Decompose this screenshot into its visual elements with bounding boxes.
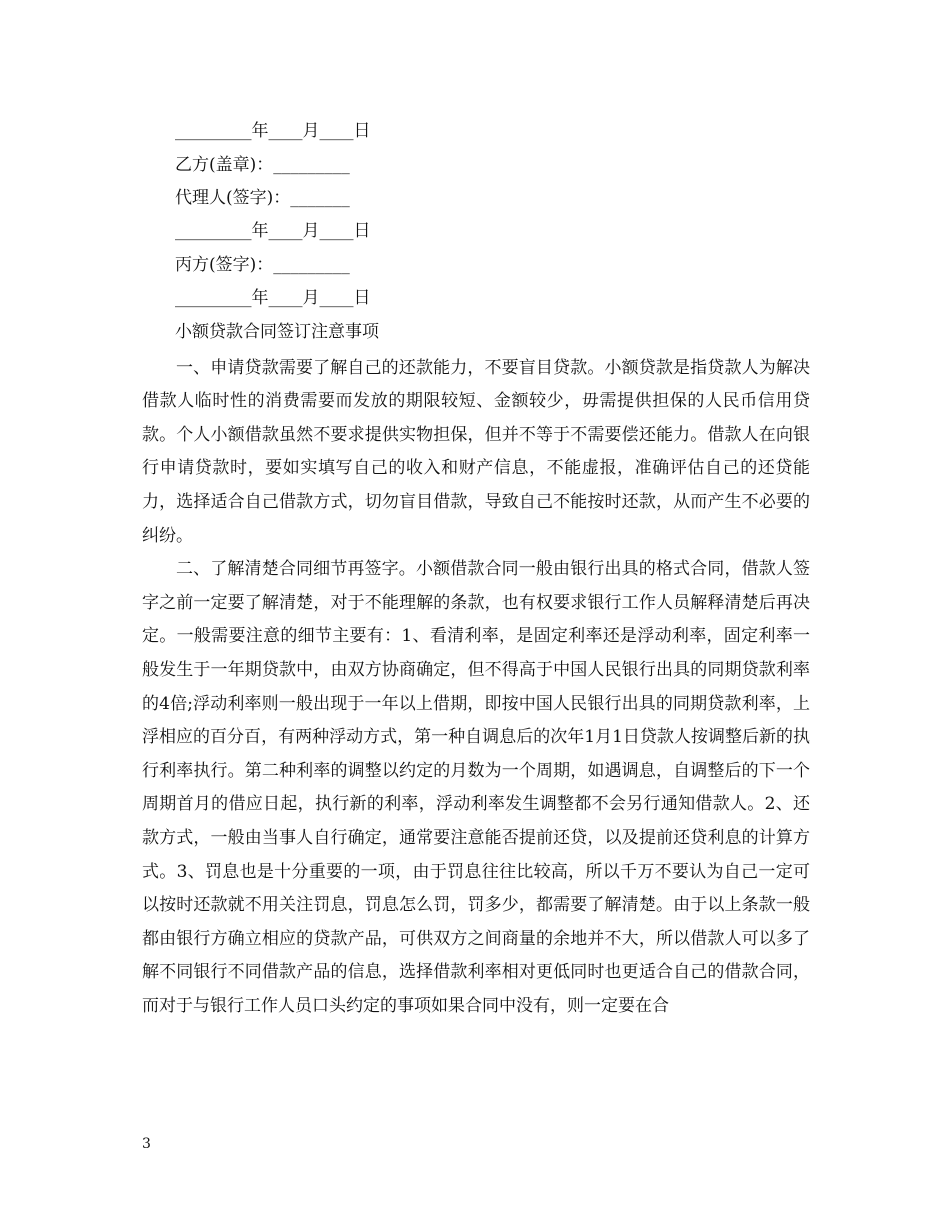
agent-signature-line: 代理人(签字)：_______ — [175, 188, 350, 208]
party-c-signature-line: 丙方(签字)：_________ — [175, 255, 350, 275]
section-title: 小额贷款合同签订注意事项 — [175, 322, 379, 342]
paragraph-1: 一、申请贷款需要了解自己的还款能力，不要盲目贷款。小额贷款是指贷款人为解决借款人临时性的消费需要而发放的期限较短、金额较少，毋需提供担保的人民币信用贷款。个人小额借款虽然不要求提供实物担保，但并不等于不需要偿还能力。借款人在向银行申请贷款时，要如实填写自己的收入和财产信息，不能虚报，准确评估自己的还贷能力，选择适合自己借款方式，切勿盲目借款，导致自己不能按时还款，从而产生不必要的纠纷。 — [142, 357, 810, 546]
body-text — [142, 318, 810, 1023]
date-line-1: _________年____月____日 — [175, 121, 371, 141]
date-line-3: _________年____月____日 — [175, 288, 371, 308]
party-b-seal-line: 乙方(盖章)：_________ — [175, 155, 350, 175]
page-number: 3 — [142, 1136, 151, 1152]
date-line-2: _________年____月____日 — [175, 221, 371, 241]
paragraph-2: 二、了解清楚合同细节再签字。小额借款合同一般由银行出具的格式合同，借款人签字之前一定要了解清楚，对于不能理解的条款，也有权要求银行工作人员解释清楚后再决定。一般需要注意的细节主要有：1、看清利率，是固定利率还是浮动利率，固定利率一般发生于一年期贷款中，由双方协商确定，但不得高于中国人民银行出具的同期贷款利率的4倍;浮动利率则一般出现于一年以上借期，即按中国人民银行出具的同期贷款利率，上浮相应的百分百，有两种浮动方式，第一种自调息后的次年1月1日贷款人按调整后新的执行利率执行。第二种利率的调整以约定的月数为一个周期，如遇调息，自调整后的下一个周期首月的借应日起，执行新的利率，浮动利率发生调整都不会另行通知借款人。2、还款方式，一般由当事人自行确定，通常要注意能否提前还贷，以及提前还贷利息的计算方式。3、罚息也是十分重要的一项，由于罚息往往比较高，所以千万不要认为自己一定可以按时还款就不用关注罚息，罚息怎么罚，罚多少，都需要了解清楚。由于以上条款一般都由银行方确立相应的贷款产品，可供双方之间商量的余地并不大，所以借款人可以多了解不同银行不同借款产品的信息，选择借款利率相对更低同时也更适合自己的借款合同，而对于与银行工作人员口头约定的事项如果合同中没有，则一定要在合 — [142, 559, 810, 1016]
